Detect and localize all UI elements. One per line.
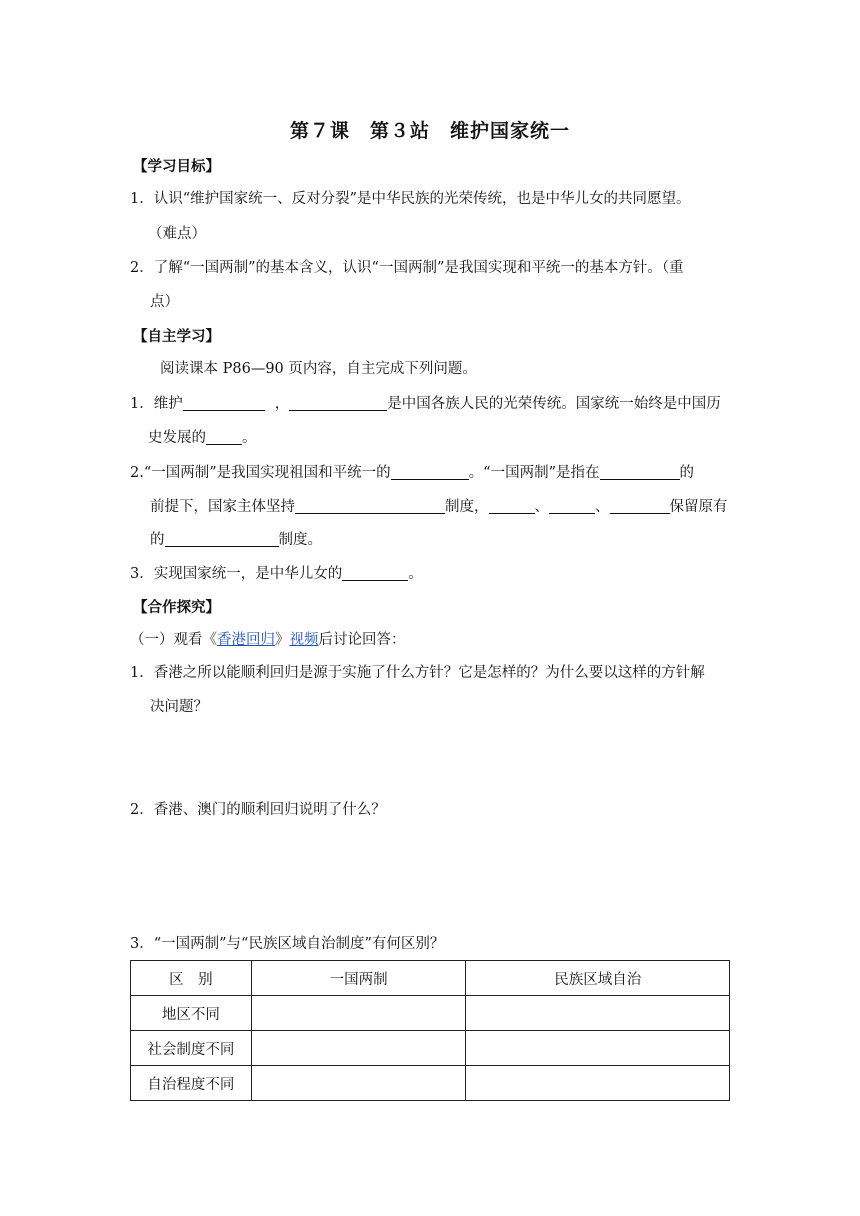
intro-text-c: 后讨论回答：: [318, 632, 406, 648]
self-study-question-2-cont-2: [150, 530, 322, 550]
table-row: [131, 1031, 730, 1066]
fill-blank[interactable]: [489, 497, 535, 514]
table-row-label: 自治程度不同: [131, 1066, 252, 1101]
self-study-intro: 阅读课本 P86—90 页内容，自主完成下列问题。: [160, 361, 477, 377]
q1-text-d: 史发展的: [148, 430, 206, 446]
comparison-table: [130, 960, 730, 1101]
fill-blank[interactable]: [206, 428, 242, 445]
q2-text-f: 、: [534, 499, 549, 515]
q2-text-d: 前提下，国家主体坚持: [150, 499, 295, 515]
cooperative-question-1-line-2: 决问题？: [150, 699, 208, 715]
table-header-cell: 一国两制: [251, 961, 466, 996]
q2-text-i: 的: [150, 532, 165, 548]
table-row-label: 社会制度不同: [131, 1031, 252, 1066]
self-study-question-2: [130, 463, 694, 483]
objective-1-line-1: 1．认识“维护国家统一、反对分裂”是中华民族的光荣传统，也是中华儿女的共同愿望。: [130, 191, 691, 207]
fill-blank[interactable]: [295, 497, 445, 514]
table-answer-cell[interactable]: [466, 1066, 730, 1101]
q1-text-e: 。: [242, 430, 257, 446]
q2-text-c: 的: [679, 465, 694, 481]
self-study-question-2-cont: [150, 497, 728, 517]
table-answer-cell[interactable]: [251, 996, 466, 1031]
cooperative-question-3: 3．“一国两制”与“民族区域自治制度”有何区别？: [130, 936, 445, 952]
table-answer-cell[interactable]: [466, 1031, 730, 1066]
fill-blank[interactable]: [342, 564, 408, 581]
fill-blank[interactable]: [549, 497, 595, 514]
objective-1-line-2: （难点）: [148, 226, 206, 242]
q1-text-c: 是中国各族人民的光荣传统。国家统一始终是中国历: [387, 396, 721, 412]
self-study-question-1-cont: [148, 428, 257, 448]
fill-blank[interactable]: [165, 530, 279, 547]
cooperative-heading: 【合作探究】: [133, 600, 220, 616]
objectives-heading: 【学习目标】: [133, 159, 220, 175]
table-answer-cell[interactable]: [466, 996, 730, 1031]
q2-text-g: 、: [595, 499, 610, 515]
q2-text-h: 保留原有: [669, 499, 728, 515]
hong-kong-return-link[interactable]: 香港回归: [217, 632, 275, 648]
fill-blank[interactable]: [183, 394, 265, 411]
table-row-label: 地区不同: [131, 996, 252, 1031]
cooperative-question-1-line-1: 1．香港之所以能顺利回归是源于实施了什么方针？它是怎样的？为什么要以这样的方针解: [130, 665, 705, 681]
table-answer-cell[interactable]: [251, 1031, 466, 1066]
table-header-cell: 民族区域自治: [466, 961, 730, 996]
intro-text-b: 》: [275, 632, 290, 648]
fill-blank[interactable]: [610, 497, 670, 514]
fill-blank[interactable]: [289, 394, 387, 411]
table-row: [131, 1066, 730, 1101]
table-header-row: [131, 961, 730, 996]
fill-blank[interactable]: [391, 463, 469, 480]
q2-text-j: 制度。: [278, 532, 322, 548]
objective-2-line-2: 点）: [150, 294, 179, 310]
q1-text-a: 1．维护: [130, 396, 183, 412]
self-study-question-3: [130, 564, 423, 584]
video-link[interactable]: 视频: [289, 632, 319, 648]
objective-2-line-1: 2．了解“一国两制”的基本含义，认识“一国两制”是我国实现和平统一的基本方针。（重: [130, 260, 684, 276]
table-answer-cell[interactable]: [251, 1066, 466, 1101]
cooperative-intro: [130, 630, 406, 650]
self-study-question-1: [130, 394, 721, 414]
q2-text-e: 制度，: [445, 499, 489, 515]
table-row: [131, 996, 730, 1031]
q1-text-b: ，: [274, 396, 290, 412]
fill-blank[interactable]: [600, 463, 680, 480]
q3-text-b: 。: [408, 566, 423, 582]
cooperative-question-2: 2．香港、澳门的顺利回归说明了什么？: [130, 802, 386, 818]
table-header-cell: 区 别: [131, 961, 252, 996]
intro-text-a: （一）观看《: [130, 632, 217, 648]
q3-text-a: 3．实现国家统一，是中华儿女的: [130, 566, 343, 582]
q2-text-a: 2.“一国两制”是我国实现祖国和平统一的: [130, 465, 391, 481]
self-study-heading: 【自主学习】: [133, 329, 220, 345]
page-title: 第７课 第３站 维护国家统一: [289, 120, 570, 142]
q2-text-b: 。“一国两制”是指在: [468, 465, 600, 481]
